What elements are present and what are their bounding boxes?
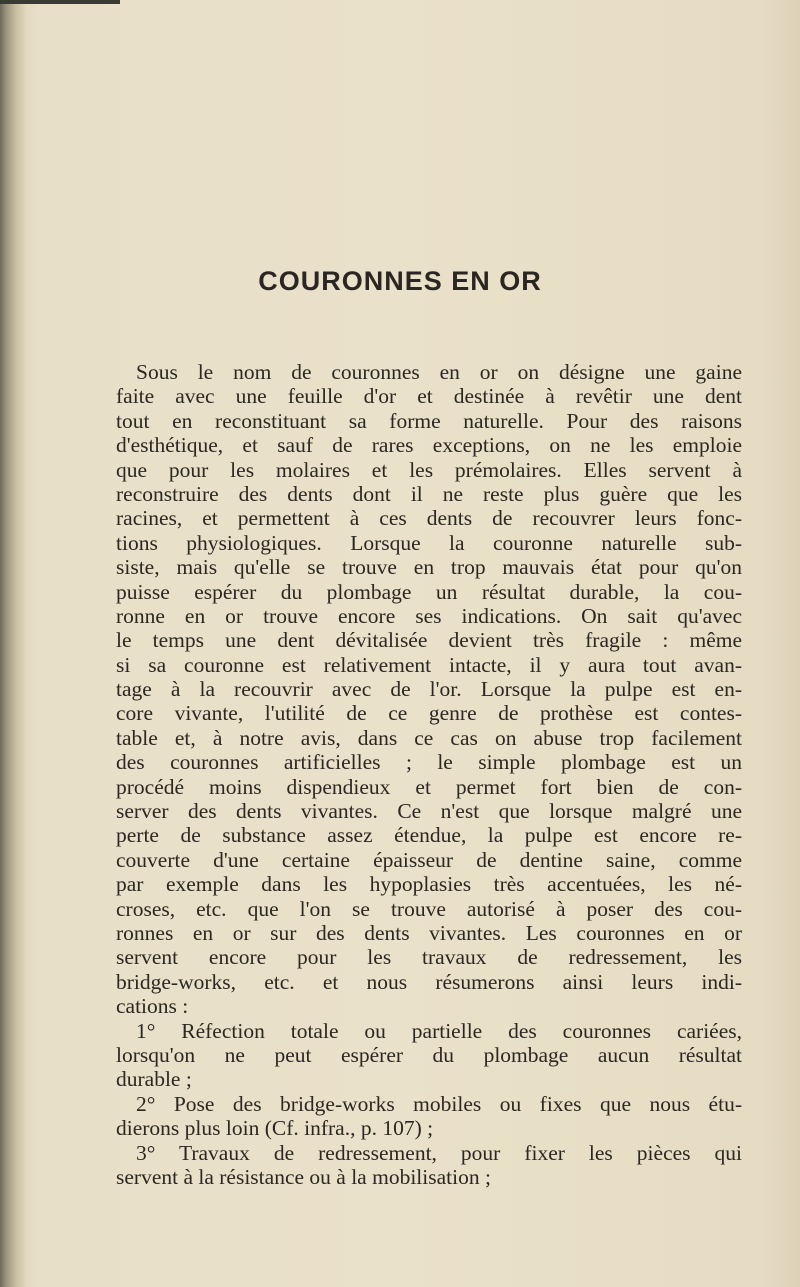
text-line: racines, et permettent à ces dents de recouvrer leurs fonc- xyxy=(116,506,742,531)
text-line: que pour les molaires et les prémolaires. Elles servent à xyxy=(116,457,742,482)
list-item-line: 3° Travaux de redressement, pour fixer les pièces qui xyxy=(136,1140,742,1165)
text-line: ronne en or trouve encore ses indications. On sait qu'avec xyxy=(116,603,742,628)
page-top-edge xyxy=(0,0,120,4)
text-line: reconstruire des dents dont il ne reste plus guère que les xyxy=(116,481,742,506)
text-line: faite avec une feuille d'or et destinée à revêtir une dent xyxy=(116,384,742,409)
list-item-line: 2° Pose des bridge-works mobiles ou fixes que nous étu- xyxy=(136,1091,742,1116)
text-line: server des dents vivantes. Ce n'est que lorsque malgré une xyxy=(116,799,742,824)
list-item-line: servent à la résistance ou à la mobilisation ; xyxy=(116,1164,491,1189)
text-line: le temps une dent dévitalisée devient très fragile : même xyxy=(116,628,742,653)
text-line: servent encore pour les travaux de redressement, les xyxy=(116,945,742,970)
list-item-line: durable ; xyxy=(116,1067,192,1092)
text-line: siste, mais qu'elle se trouve en trop mauvais état pour qu'on xyxy=(116,555,742,580)
text-line: si sa couronne est relativement intacte, il y aura tout avan- xyxy=(116,652,742,677)
text-line: tage à la recouvrir avec de l'or. Lorsque la pulpe est en- xyxy=(116,677,742,702)
text-line: perte de substance assez étendue, la pulpe est encore re- xyxy=(116,823,742,848)
text-line: tions physiologiques. Lorsque la couronne naturelle sub- xyxy=(116,530,742,555)
list-item-line: dierons plus loin (Cf. infra., p. 107) ; xyxy=(116,1116,434,1141)
text-line: tout en reconstituant sa forme naturelle. Pour des raisons xyxy=(116,408,742,433)
text-line: cations : xyxy=(116,994,189,1019)
text-line: bridge-works, etc. et nous résumerons ainsi leurs indi- xyxy=(116,969,742,994)
text-line: couverte d'une certaine épaisseur de dentine saine, comme xyxy=(116,847,742,872)
text-line: ronnes en or sur des dents vivantes. Les couronnes en or xyxy=(116,920,742,945)
binding-shadow xyxy=(0,0,26,1287)
text-line: puisse espérer du plombage un résultat durable, la cou- xyxy=(116,579,742,604)
list-item-line: lorsqu'on ne peut espérer du plombage aucun résultat xyxy=(116,1042,742,1067)
text-line: core vivante, l'utilité de ce genre de prothèse est contes- xyxy=(116,701,742,726)
text-line: croses, etc. que l'on se trouve autorisé à poser des cou- xyxy=(116,896,742,921)
text-line: des couronnes artificielles ; le simple plombage est un xyxy=(116,750,742,775)
text-line: Sous le nom de couronnes en or on désigne une gaine xyxy=(136,360,742,384)
text-line: procédé moins dispendieux et permet fort bien de con- xyxy=(116,774,742,799)
text-line: d'esthétique, et sauf de rares exceptions, on ne les emploie xyxy=(116,433,742,458)
list-item-line: 1° Réfection totale ou partielle des couronnes cariées, xyxy=(136,1018,742,1043)
text-line: table et, à notre avis, dans ce cas on abuse trop facilement xyxy=(116,725,742,750)
body-text xyxy=(116,360,742,1189)
text-line: par exemple dans les hypoplasies très accentuées, les né- xyxy=(116,872,742,897)
chapter-title: COURONNES EN OR xyxy=(258,266,542,296)
